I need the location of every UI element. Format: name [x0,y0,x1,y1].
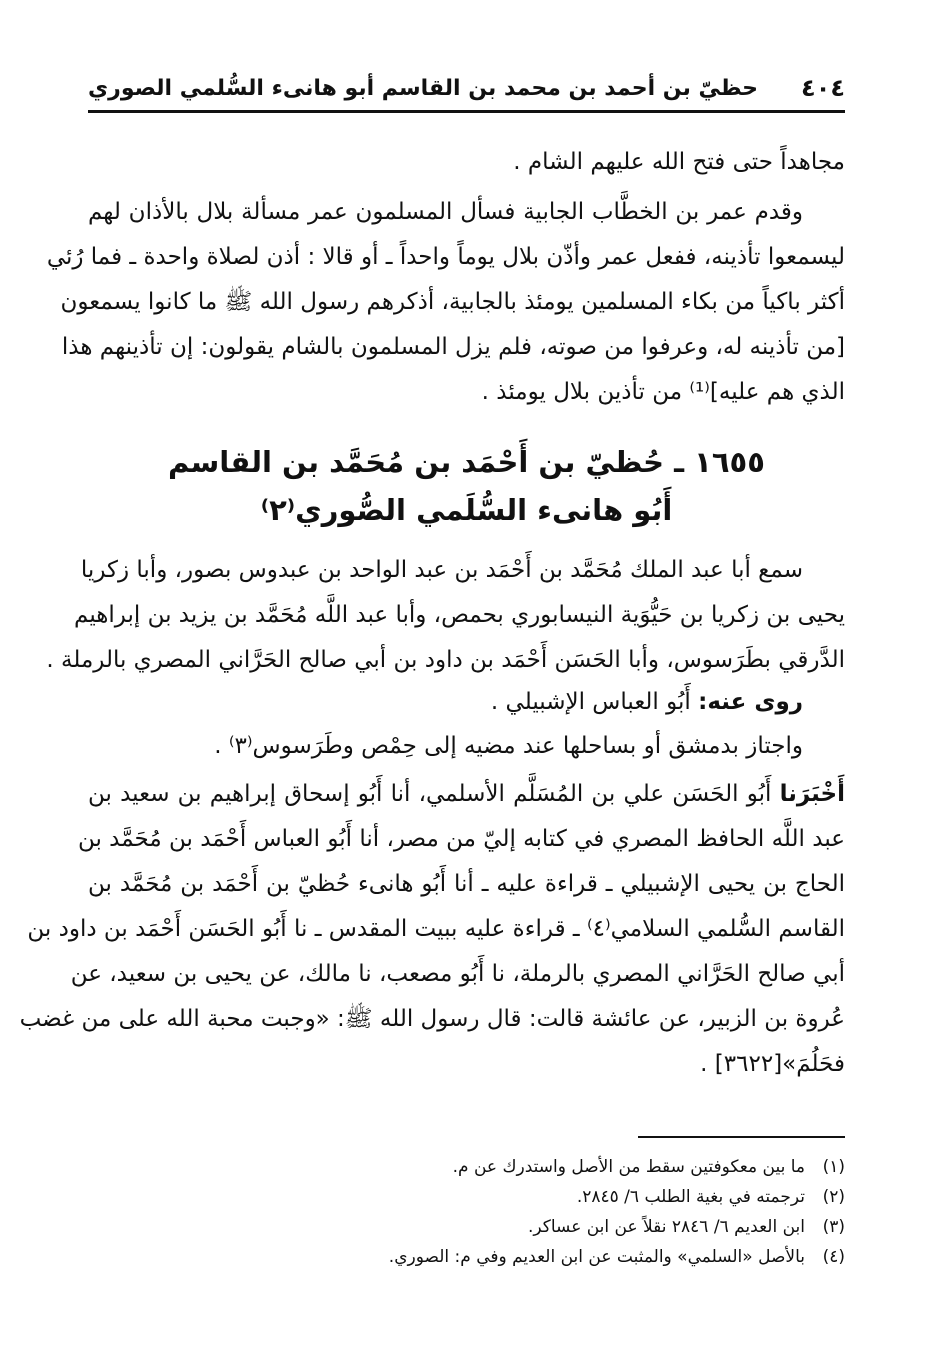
paragraph-continuation [88,140,845,185]
text-line: الدَّرقي بطَرَسوس، وأبا الحَسَن أَحْمَد بن داود بن أبي صالح الحَرَّاني المصري بالرملة . [46,647,845,673]
footnote-text: ما بين معكوفتين سقط من الأصل واستدرك عن م. [452,1157,805,1177]
text-line: سمع أبا عبد الملك مُحَمَّد بن أَحْمَد بن عبد الواحد بن عبدوس بصور، وأبا زكريا [80,557,803,583]
text-line: وقدم عمر بن الخطَّاب الجابية فسأل المسلمون عمر مسألة بلال بالأذان لهم [88,199,803,225]
akhbarana-lead: أَخْبَرَنا [779,781,846,807]
footnote-number: (١) [822,1157,845,1177]
page-number: ٤٠٤ [801,74,845,102]
narrators-label: روى عنه: [698,689,803,715]
footnotes [300,1152,845,1272]
text-line: القاسم السُّلمي السلامي⁽٤⁾ ـ قراءة عليه ببيت المقدس ـ نا أَبُو الحَسَن أَحْمَد بن داود بن [27,916,845,942]
paragraph-teachers [46,548,845,683]
footnote-item [300,1242,845,1272]
footnote-text: ابن العديم ٦/ ٢٨٤٦ نقلاً عن ابن عساكر. [527,1217,805,1237]
text-line: ليسمعوا تأذينه، ففعل عمر وأذّن بلال يوماً واحداً ـ أو قالا : أذن لصلاة واحدة ـ فما رُئي [46,244,845,270]
page-header [88,72,845,112]
paragraph-bilal-adhan [46,190,845,415]
text-line: الحاج بن يحيى الإشبيلي ـ قراءة عليه ـ أنا أَبُو هانىء حُظيّ بن أَحْمَد بن مُحَمَّد بن [88,871,845,897]
footnote-text: بالأصل «السلمي» والمثبت عن ابن العديم وفي م: الصوري. [388,1247,805,1267]
text-line: أكثر باكياً من بكاء المسلمين يومئذ بالجابية، أذكرهم رسول الله ﷺ ما كانوا يسمعون [60,289,845,315]
footnote-text: ترجمته في بغية الطلب ٦/ ٢٨٤٥. [576,1187,805,1207]
entry-title-line-1: ١٦٥٥ ـ حُظيّ بن أَحْمَد بن مُحَمَّد بن القاسم [168,445,765,479]
text-line [88,772,845,817]
text-line: واجتاز بدمشق أو بساحلها عند مضيه إلى حِمْص وطَرَسوس⁽٣⁾ . [214,733,803,759]
footnote-item [300,1212,845,1242]
footnote-separator [638,1136,845,1138]
text-line: الذي هم عليه]⁽¹⁾ من تأذين بلال يومئذ . [481,379,845,405]
running-title: حظيّ بن أحمد بن محمد بن القاسم أبو هانىء السُّلمي الصوري [88,76,759,101]
text-line: فحَلُمَ»[٣٦٢٢] . [700,1051,845,1077]
footnote-item [300,1152,845,1182]
isnad-first-line: أَبُو الحَسَن علي بن المُسَلَّم الأسلمي، أنا أَبُو إسحاق إبراهيم بن سعيد بن [88,781,772,807]
entry-title-line-2: أَبُو هانىء السُّلَمي الصُّوري⁽٢⁾ [260,493,673,527]
narrators-text: أَبُو العباس الإشبيلي . [490,689,691,715]
text-line: مجاهداً حتى فتح الله عليهم الشام . [513,149,845,175]
paragraph-narrators [88,680,845,725]
text-line [88,680,845,725]
entry-heading [88,438,845,534]
text-line: يحيى بن زكريا بن حَيُّوَية النيسابوري بحمص، وأبا عبد اللَّه مُحَمَّد بن يزيد بن إبراهيم [74,602,845,628]
paragraph-isnad [19,772,846,1087]
text-line: [من تأذينه له، وعرفوا من صوته، فلم يزل المسلمون بالشام يقولون: إن تأذينهم هذا [61,334,845,360]
footnote-item [300,1182,845,1212]
text-line: عبد اللَّه الحافظ المصري في كتابه إليّ من مصر، أنا أَبُو العباس أَحْمَد بن مُحَمَّد بن [77,826,845,852]
text-line: أبي صالح الحَرَّاني المصري بالرملة، نا أَبُو مصعب، نا مالك، عن يحيى بن سعيد، عن [70,961,845,987]
paragraph-travel [88,724,845,769]
footnote-number: (٢) [822,1187,845,1207]
header-rule [88,110,845,113]
text-line: عُروة بن الزبير، عن عائشة قالت: قال رسول الله ﷺ: «وجبت محبة الله على من غضب [19,1006,845,1032]
footnote-number: (٣) [822,1217,845,1237]
footnote-number: (٤) [822,1247,845,1267]
